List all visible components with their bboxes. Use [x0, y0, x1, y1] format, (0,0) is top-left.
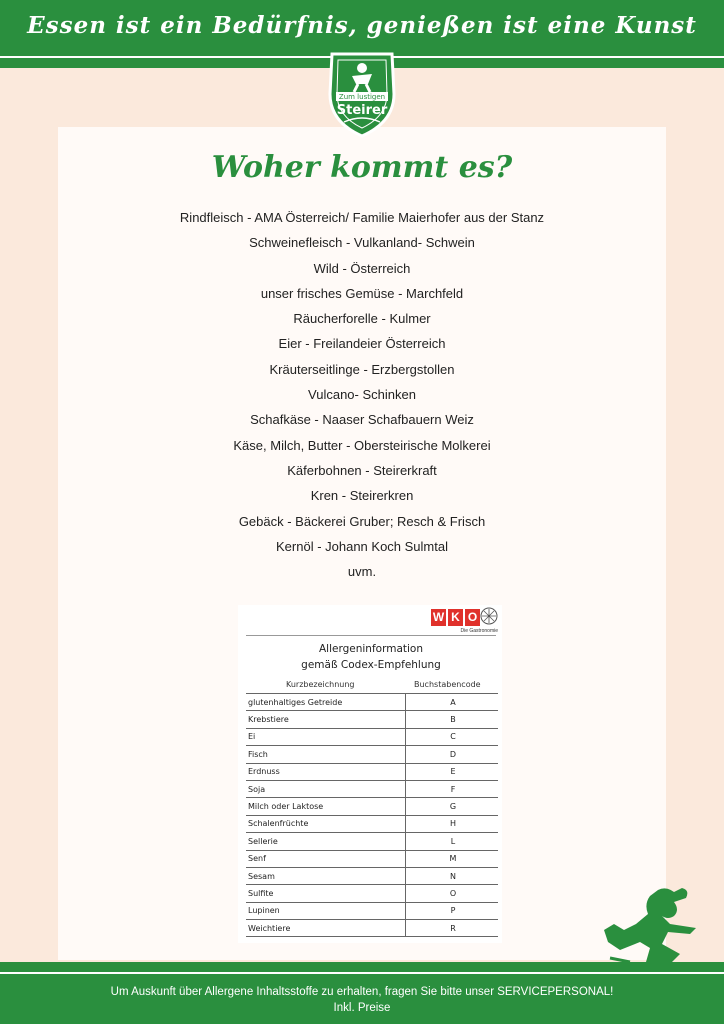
allergen-name: Sulfite	[246, 885, 406, 902]
allergen-table	[246, 693, 498, 937]
table-row	[246, 850, 498, 867]
allergen-name: Senf	[246, 850, 406, 867]
list-item: Kernöl - Johann Koch Sulmtal	[276, 538, 448, 554]
allergen-code: E	[406, 763, 499, 780]
table-row	[246, 711, 498, 728]
allergen-code: R	[406, 920, 499, 937]
allergen-code: B	[406, 711, 499, 728]
footer-text	[0, 984, 724, 1016]
column-header-code: Buchstabencode	[414, 680, 481, 689]
list-item: Käferbohnen - Steirerkraft	[287, 462, 437, 478]
allergen-name: Lupinen	[246, 902, 406, 919]
allergen-table-card	[246, 635, 496, 936]
list-item: Schafkäse - Naaser Schafbauern Weiz	[250, 412, 474, 428]
allergen-code: M	[406, 850, 499, 867]
allergen-code: D	[406, 746, 499, 763]
logo-name: Steirer	[336, 103, 388, 118]
allergen-name: Schalenfrüchte	[246, 815, 406, 832]
allergen-name: Soja	[246, 780, 406, 797]
list-item: Vulcano- Schinken	[308, 387, 416, 403]
allergen-name: Sellerie	[246, 833, 406, 850]
allergen-title: Allergeninformation	[319, 643, 423, 655]
wko-emblem-icon	[480, 607, 498, 625]
wko-letter: W	[432, 610, 445, 624]
allergen-code: N	[406, 867, 499, 884]
allergen-code: P	[406, 902, 499, 919]
list-item: unser frisches Gemüse - Marchfeld	[260, 285, 464, 301]
list-item: Kräuterseitlinge - Erzbergstollen	[269, 361, 455, 377]
list-item: Wild - Österreich	[313, 260, 411, 276]
list-item: uvm.	[347, 564, 377, 580]
allergen-name: Sesam	[246, 867, 406, 884]
allergen-name: Fisch	[246, 746, 406, 763]
footer	[0, 974, 724, 1024]
list-item: Eier - Freilandeier Österreich	[278, 336, 446, 352]
slogan: Essen ist ein Bedürfnis, genießen ist eine Kunst	[27, 12, 697, 39]
table-row	[246, 694, 498, 711]
allergen-name: glutenhaltiges Getreide	[246, 694, 406, 711]
allergen-name: Erdnuss	[246, 763, 406, 780]
table-row	[246, 885, 498, 902]
table-row	[246, 867, 498, 884]
table-row	[246, 798, 498, 815]
footer-stripe	[0, 962, 724, 972]
origin-list	[0, 205, 724, 584]
allergen-name: Ei	[246, 728, 406, 745]
allergen-subtitle: gemäß Codex-Empfehlung	[301, 659, 441, 671]
logo-top-text: Zum lustigen	[338, 93, 386, 101]
allergen-name: Krebstiere	[246, 711, 406, 728]
table-row	[246, 902, 498, 919]
allergen-code: G	[406, 798, 499, 815]
allergen-name: Weichtiere	[246, 920, 406, 937]
wko-logo	[431, 609, 480, 626]
page-title: Woher kommt es?	[211, 150, 513, 185]
table-row	[246, 833, 498, 850]
table-row	[246, 728, 498, 745]
allergen-code: F	[406, 780, 499, 797]
table-row	[246, 780, 498, 797]
allergen-code: O	[406, 885, 499, 902]
restaurant-logo	[314, 44, 410, 140]
allergen-code: A	[406, 694, 499, 711]
list-item: Räucherforelle - Kulmer	[293, 311, 431, 327]
allergen-code: C	[406, 728, 499, 745]
table-row	[246, 763, 498, 780]
footer-price-note: Inkl. Preise	[333, 1002, 391, 1014]
footer-notice: Um Auskunft über Allergene Inhaltsstoffe zu erhalten, fragen Sie bitte unser SERVICEPERSONAL!	[110, 986, 614, 998]
allergen-name: Milch oder Laktose	[246, 798, 406, 815]
allergen-code: L	[406, 833, 499, 850]
list-item: Rindfleisch - AMA Österreich/ Familie Maierhofer aus der Stanz	[179, 210, 545, 225]
wko-subtitle: Die Gastronomie	[460, 628, 498, 634]
list-item: Schweinefleisch - Vulkanland- Schwein	[249, 235, 475, 251]
table-row	[246, 920, 498, 937]
column-header-name: Kurzbezeichnung	[286, 680, 355, 689]
list-item: Gebäck - Bäckerei Gruber; Resch & Frisch	[238, 513, 486, 529]
list-item: Käse, Milch, Butter - Obersteirische Molkerei	[233, 437, 491, 453]
list-item: Kren - Steirerkren	[310, 488, 414, 504]
wko-letter: K	[448, 609, 463, 626]
allergen-code: H	[406, 815, 499, 832]
allergen-info-card	[238, 605, 502, 943]
wko-letter: O	[465, 609, 480, 626]
table-row	[246, 746, 498, 763]
table-row	[246, 815, 498, 832]
mascot-icon	[600, 884, 700, 970]
